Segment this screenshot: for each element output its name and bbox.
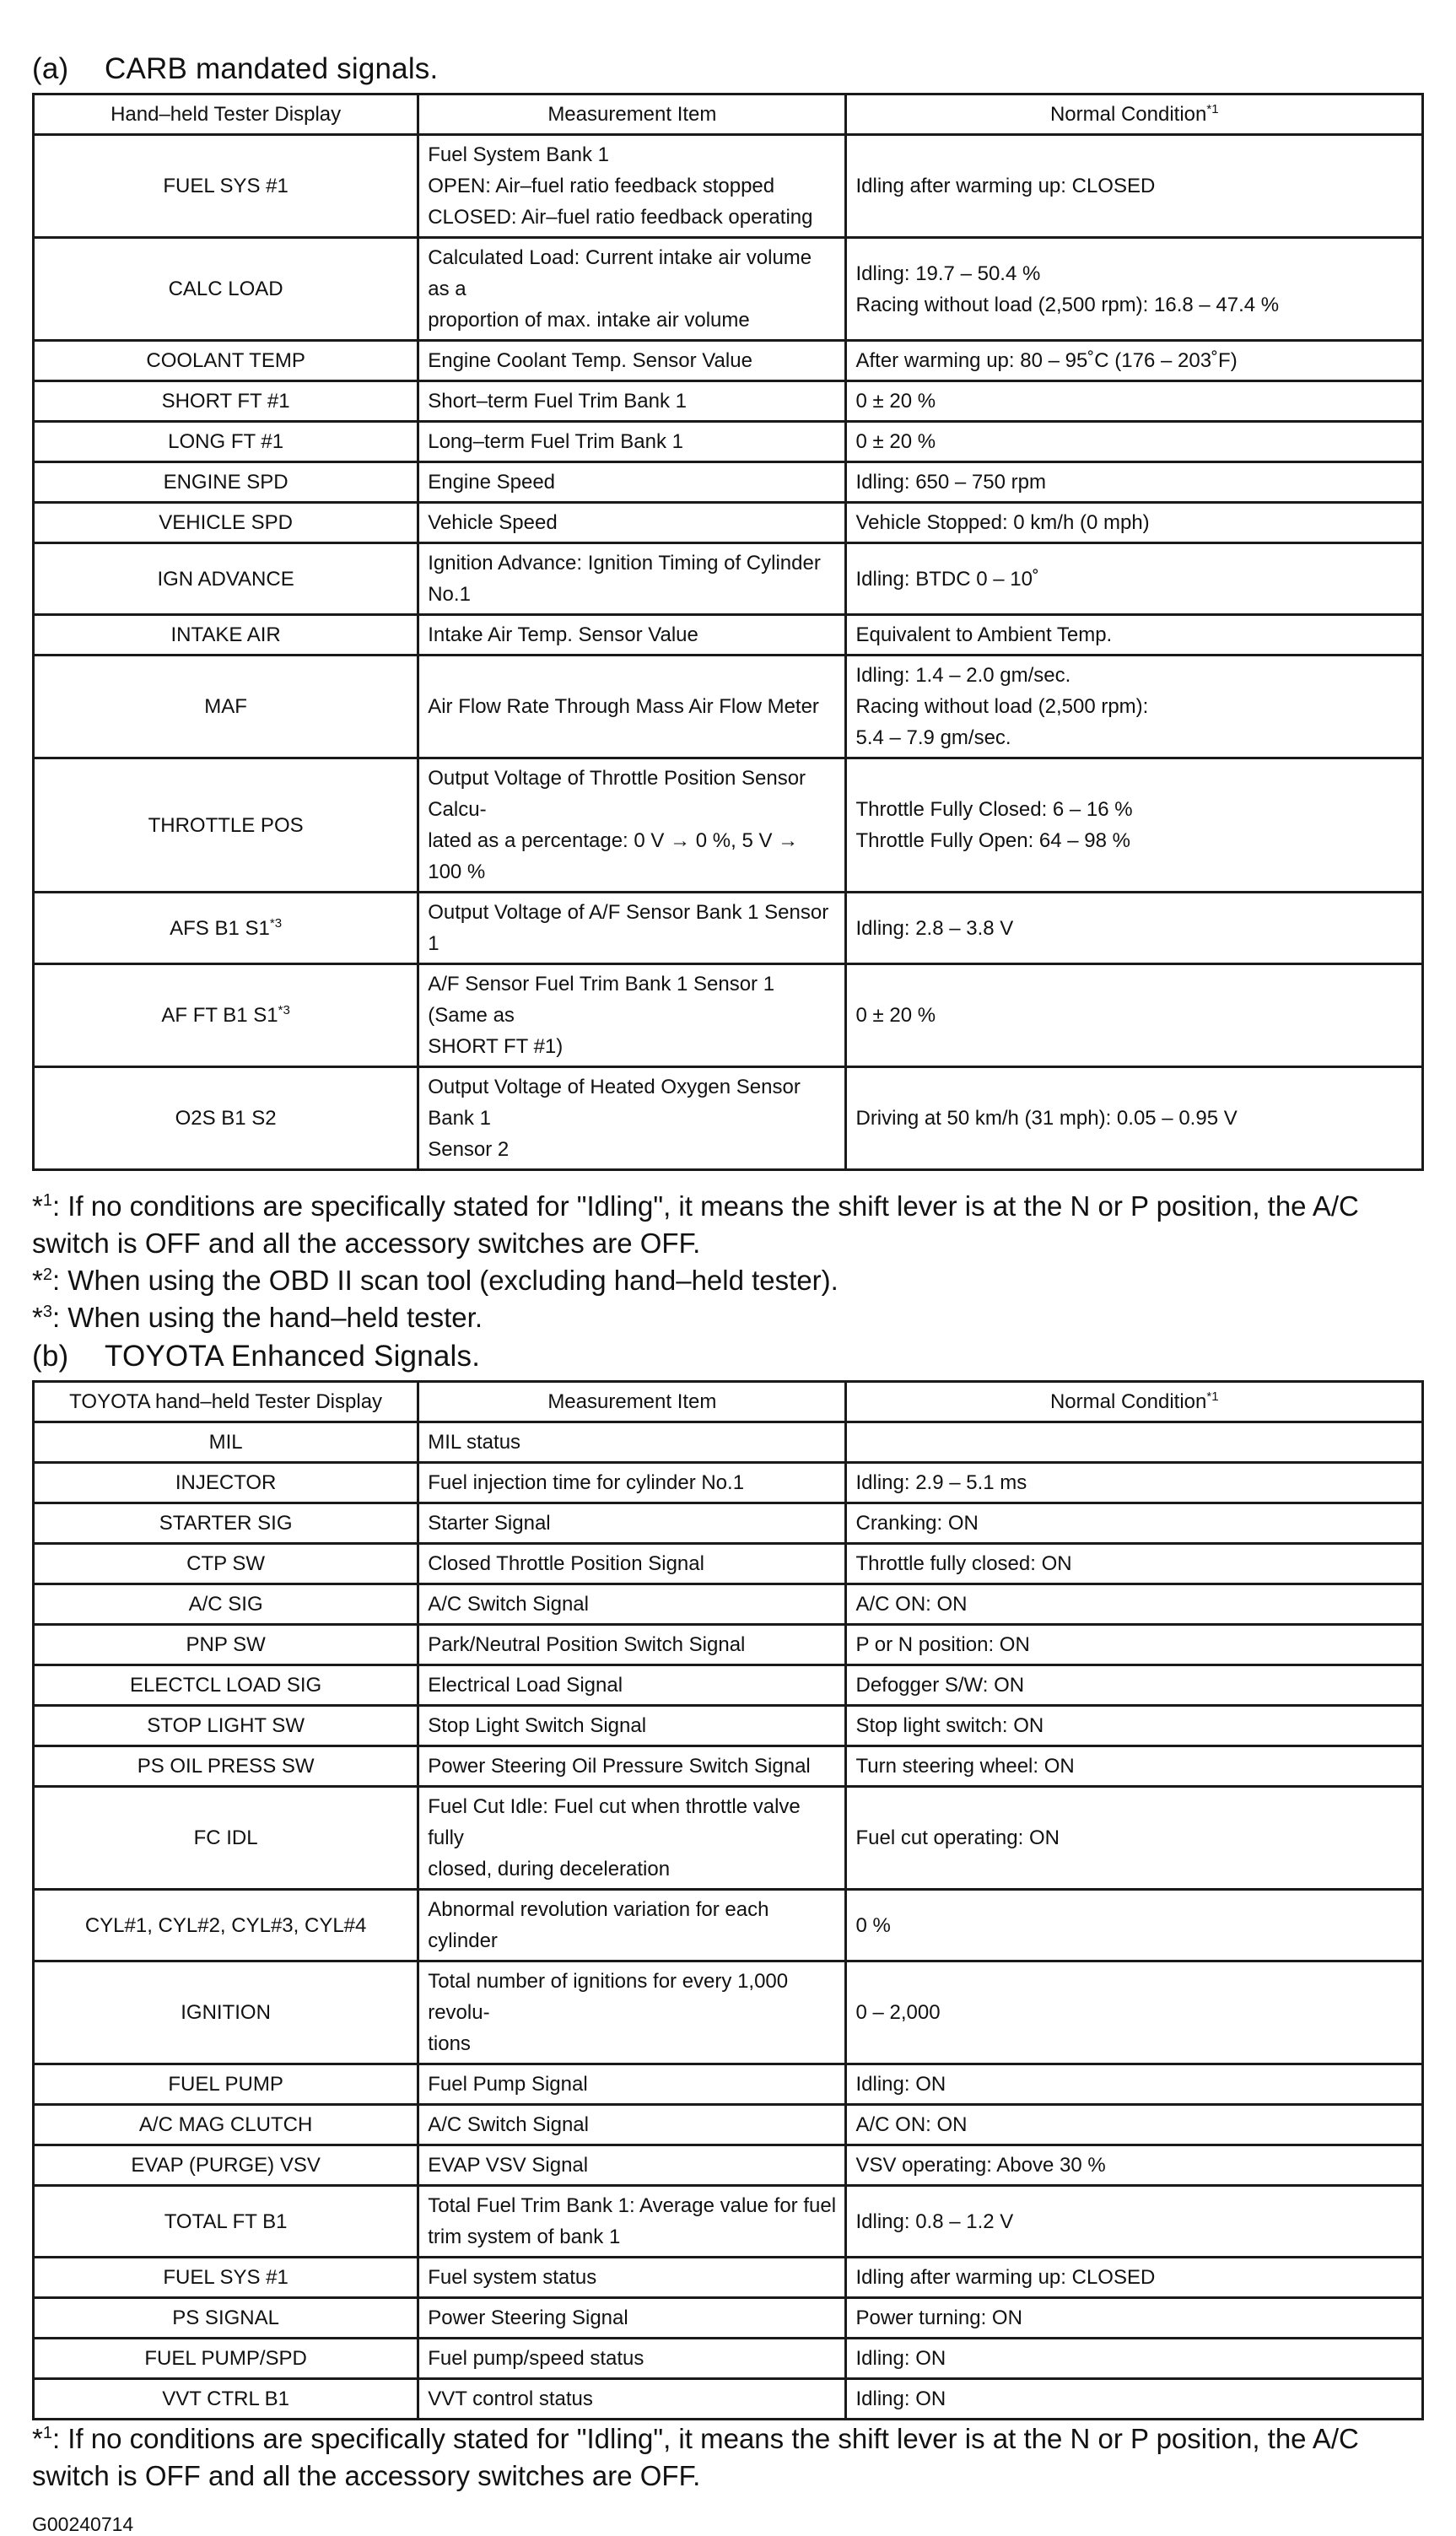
- table-row: [34, 615, 1423, 656]
- condition-line: Idling: 650 – 750 rpm: [855, 471, 1046, 494]
- header-normal-condition: [846, 94, 1423, 135]
- cell-normal-condition: [846, 2105, 1423, 2145]
- measurement-line: Stop Light Switch Signal: [428, 1714, 647, 1737]
- measurement-line: trim system of bank 1: [428, 2226, 621, 2248]
- cell-tester-display: [34, 2379, 418, 2420]
- cell-tester-display: [34, 656, 418, 758]
- measurement-line: Closed Throttle Position Signal: [428, 1552, 704, 1575]
- table-row: [34, 1463, 1423, 1503]
- cell-tester-display: [34, 1746, 418, 1787]
- cell-normal-condition: [846, 1067, 1423, 1170]
- footnote-text: : When using the hand–held tester.: [51, 1302, 483, 1333]
- footnotes-a: [32, 1188, 1424, 1336]
- cell-measurement-item: [418, 503, 846, 543]
- cell-measurement-item: [418, 2186, 846, 2258]
- tester-display-text: FUEL SYS #1: [163, 2266, 289, 2289]
- cell-tester-display: [34, 135, 418, 238]
- measurement-line: A/F Sensor Fuel Trim Bank 1 Sensor 1 (Same as: [428, 973, 775, 1027]
- measurement-line: A/C Switch Signal: [428, 2113, 589, 2136]
- header-footnote-mark: *1: [1206, 1389, 1219, 1404]
- measurement-line: Vehicle Speed: [428, 511, 558, 534]
- cell-normal-condition: [846, 2145, 1423, 2186]
- footnote-asterisk: *: [32, 1265, 43, 1296]
- table-row: [34, 503, 1423, 543]
- measurement-line: Sensor 2: [428, 1138, 510, 1161]
- tester-display-text: THROTTLE POS: [148, 813, 304, 837]
- measurement-line: Fuel Cut Idle: Fuel cut when throttle valve fully: [428, 1795, 801, 1849]
- condition-line: P or N position: ON: [855, 1633, 1030, 1656]
- cell-measurement-item: [418, 422, 846, 462]
- condition-line: Throttle fully closed: ON: [855, 1552, 1072, 1575]
- carb-signals-table: [32, 93, 1424, 1171]
- table-row: [34, 656, 1423, 758]
- condition-line: Throttle Fully Open: 64 – 98 %: [855, 829, 1130, 852]
- cell-measurement-item: [418, 893, 846, 964]
- cell-tester-display: [34, 2105, 418, 2145]
- cell-normal-condition: [846, 1625, 1423, 1665]
- cell-normal-condition: [846, 2298, 1423, 2339]
- footnote-mark: [32, 1302, 52, 1333]
- cell-measurement-item: [418, 462, 846, 503]
- condition-line: Idling after warming up: CLOSED: [855, 175, 1156, 197]
- cell-tester-display: [34, 2258, 418, 2298]
- cell-normal-condition: [846, 1503, 1423, 1544]
- cell-normal-condition: [846, 2064, 1423, 2105]
- measurement-line: Short–term Fuel Trim Bank 1: [428, 390, 687, 413]
- cell-normal-condition: [846, 1706, 1423, 1746]
- measurement-line: proportion of max. intake air volume: [428, 309, 750, 332]
- cell-normal-condition: [846, 656, 1423, 758]
- condition-line: Idling: ON: [855, 2347, 946, 2370]
- cell-normal-condition: [846, 381, 1423, 422]
- condition-line: Driving at 50 km/h (31 mph): 0.05 – 0.95 V: [855, 1107, 1238, 1130]
- cell-measurement-item: [418, 381, 846, 422]
- condition-line: Idling: 2.9 – 5.1 ms: [855, 1471, 1027, 1494]
- cell-tester-display: [34, 2064, 418, 2105]
- section-a-title: CARB mandated signals.: [105, 52, 439, 85]
- cell-normal-condition: [846, 1961, 1423, 2064]
- cell-normal-condition: [846, 1544, 1423, 1584]
- table-row: [34, 381, 1423, 422]
- cell-measurement-item: [418, 1067, 846, 1170]
- cell-measurement-item: [418, 2064, 846, 2105]
- cell-normal-condition: [846, 1463, 1423, 1503]
- carb-signals-body: [34, 135, 1423, 1170]
- measurement-line: Ignition Advance: Ignition Timing of Cylinder No.1: [428, 552, 821, 606]
- table-row: [34, 758, 1423, 893]
- tester-display-text: PNP SW: [186, 1633, 266, 1656]
- cell-normal-condition: [846, 615, 1423, 656]
- table-header-row: [34, 1382, 1423, 1422]
- cell-measurement-item: [418, 1665, 846, 1706]
- table-row: [34, 893, 1423, 964]
- condition-line: A/C ON: ON: [855, 1593, 968, 1616]
- footnotes-b: [32, 2420, 1424, 2495]
- measurement-line: Engine Speed: [428, 471, 556, 494]
- table-row: [34, 1890, 1423, 1961]
- measurement-line: Engine Coolant Temp. Sensor Value: [428, 349, 752, 372]
- cell-normal-condition: [846, 1665, 1423, 1706]
- condition-line: Idling: 19.7 – 50.4 %: [855, 262, 1041, 285]
- cell-tester-display: [34, 543, 418, 615]
- footnote-number: 3: [42, 1303, 52, 1321]
- table-row: [34, 1584, 1423, 1625]
- measurement-line: Calculated Load: Current intake air volume as a: [428, 246, 812, 300]
- condition-line: Racing without load (2,500 rpm):: [855, 695, 1149, 718]
- table-row: [34, 1706, 1423, 1746]
- cell-normal-condition: [846, 964, 1423, 1067]
- measurement-line: VVT control status: [428, 2388, 593, 2410]
- table-row: [34, 1746, 1423, 1787]
- condition-line: Idling after warming up: CLOSED: [855, 2266, 1156, 2289]
- cell-normal-condition: [846, 422, 1423, 462]
- cell-normal-condition: [846, 1890, 1423, 1961]
- tester-display-text: TOTAL FT B1: [164, 2210, 288, 2233]
- table-row: [34, 422, 1423, 462]
- cell-measurement-item: [418, 1961, 846, 2064]
- condition-line: After warming up: 80 – 95˚C (176 – 203˚F): [855, 349, 1238, 372]
- cell-measurement-item: [418, 1890, 846, 1961]
- table-row: [34, 238, 1423, 341]
- condition-line: Vehicle Stopped: 0 km/h (0 mph): [855, 511, 1150, 534]
- table-header-row: [34, 94, 1423, 135]
- cell-measurement-item: [418, 2379, 846, 2420]
- footnote-text: : When using the OBD II scan tool (excluding hand–held tester).: [51, 1265, 839, 1296]
- measurement-line: CLOSED: Air–fuel ratio feedback operating: [428, 206, 813, 229]
- cell-normal-condition: [846, 341, 1423, 381]
- measurement-line: Abnormal revolution variation for each cylinder: [428, 1898, 769, 1952]
- cell-measurement-item: [418, 238, 846, 341]
- measurement-line: Fuel injection time for cylinder No.1: [428, 1471, 745, 1494]
- cell-normal-condition: [846, 135, 1423, 238]
- footnote-number: 2: [42, 1265, 52, 1284]
- cell-normal-condition: [846, 1584, 1423, 1625]
- cell-tester-display: [34, 1067, 418, 1170]
- tester-display-text: SHORT FT #1: [161, 390, 290, 413]
- cell-normal-condition: [846, 462, 1423, 503]
- header-tester-display: TOYOTA hand–held Tester Display: [34, 1382, 418, 1422]
- cell-tester-display: [34, 1503, 418, 1544]
- measurement-line: A/C Switch Signal: [428, 1593, 589, 1616]
- cell-tester-display: [34, 1890, 418, 1961]
- tester-display-text: MAF: [204, 695, 247, 718]
- cell-tester-display: [34, 1625, 418, 1665]
- document-page: [32, 51, 1424, 2536]
- cell-tester-display: [34, 893, 418, 964]
- cell-normal-condition: [846, 1422, 1423, 1463]
- footnote-mark: [32, 1265, 52, 1296]
- measurement-line: Output Voltage of Throttle Position Sensor Calcu-: [428, 767, 806, 821]
- cell-tester-display: [34, 1706, 418, 1746]
- measurement-line: Power Steering Oil Pressure Switch Signal: [428, 1755, 811, 1778]
- condition-line: 0 ± 20 %: [855, 390, 936, 413]
- table-row: [34, 2105, 1423, 2145]
- section-a-heading: [32, 51, 1424, 88]
- footnote-mark: [32, 2423, 52, 2454]
- measurement-line: tions: [428, 2032, 471, 2055]
- tester-display-text: PS SIGNAL: [172, 2307, 279, 2329]
- tester-display-text: LONG FT #1: [168, 430, 284, 453]
- cell-measurement-item: [418, 1463, 846, 1503]
- cell-measurement-item: [418, 758, 846, 893]
- cell-measurement-item: [418, 135, 846, 238]
- condition-line: Idling: 0.8 – 1.2 V: [855, 2210, 1014, 2233]
- footnote-number: 1: [42, 2424, 52, 2442]
- measurement-line: Total number of ignitions for every 1,000 revolu-: [428, 1970, 789, 2024]
- measurement-line: MIL status: [428, 1431, 521, 1454]
- section-b-heading: [32, 1338, 1424, 1375]
- cell-normal-condition: [846, 1746, 1423, 1787]
- cell-measurement-item: [418, 1544, 846, 1584]
- measurement-line: Fuel System Bank 1: [428, 143, 609, 166]
- measurement-line: Output Voltage of A/F Sensor Bank 1 Sensor 1: [428, 901, 829, 955]
- footnote-asterisk: *: [32, 1302, 43, 1333]
- table-row: [34, 2145, 1423, 2186]
- condition-line: Cranking: ON: [855, 1512, 979, 1535]
- condition-line: 0 – 2,000: [855, 2001, 941, 2024]
- tester-display-text: CTP SW: [186, 1552, 266, 1575]
- tester-display-text: IGNITION: [181, 2001, 271, 2024]
- measurement-line: Fuel Pump Signal: [428, 2073, 588, 2096]
- measurement-line: OPEN: Air–fuel ratio feedback stopped: [428, 175, 775, 197]
- cell-tester-display: [34, 2145, 418, 2186]
- cell-normal-condition: [846, 2186, 1423, 2258]
- condition-line: Defogger S/W: ON: [855, 1674, 1025, 1697]
- cell-normal-condition: [846, 893, 1423, 964]
- table-row: [34, 1422, 1423, 1463]
- table-row: [34, 1787, 1423, 1890]
- measurement-line: Starter Signal: [428, 1512, 551, 1535]
- cell-tester-display: [34, 1665, 418, 1706]
- tester-display-text: AF FT B1 S1: [161, 1004, 278, 1027]
- footnote-mark: *3: [269, 915, 283, 931]
- tester-display-text: CALC LOAD: [168, 278, 283, 300]
- condition-line: 0 %: [855, 1913, 891, 1937]
- measurement-line: lated as a percentage: 0 V → 0 %, 5 V → 100 %: [428, 829, 799, 883]
- cell-measurement-item: [418, 341, 846, 381]
- tester-display-text: AFS B1 S1: [170, 916, 270, 940]
- tester-display-text: CYL#1, CYL#2, CYL#3, CYL#4: [84, 1913, 367, 1937]
- footnote-number: 1: [42, 1191, 52, 1210]
- measurement-line: SHORT FT #1): [428, 1035, 564, 1058]
- cell-measurement-item: [418, 2105, 846, 2145]
- table-row: [34, 341, 1423, 381]
- footnote-text: : If no conditions are specifically stated for "Idling", it means the shift lever is at the N or P position, the A/C switch is OFF and all the accessory switches are OFF.: [32, 1190, 1359, 1259]
- condition-line: 5.4 – 7.9 gm/sec.: [855, 726, 1011, 749]
- table-row: [34, 1625, 1423, 1665]
- cell-tester-display: [34, 758, 418, 893]
- measurement-line: Total Fuel Trim Bank 1: Average value for fuel: [428, 2194, 837, 2217]
- table-row: [34, 543, 1423, 615]
- tester-display-text: STARTER SIG: [159, 1512, 293, 1535]
- condition-line: 0 ± 20 %: [855, 1004, 936, 1027]
- condition-line: Idling: ON: [855, 2073, 946, 2096]
- cell-measurement-item: [418, 2145, 846, 2186]
- toyota-enhanced-signals-body: [34, 1422, 1423, 2420]
- footnote: [32, 1299, 1424, 1336]
- cell-tester-display: [34, 462, 418, 503]
- cell-measurement-item: [418, 615, 846, 656]
- cell-measurement-item: [418, 1503, 846, 1544]
- section-b-label: (b): [32, 1340, 69, 1373]
- footnote: [32, 2420, 1424, 2495]
- header-normal-condition: [846, 1382, 1423, 1422]
- condition-line: Idling: 1.4 – 2.0 gm/sec.: [855, 664, 1071, 687]
- table-row: [34, 2064, 1423, 2105]
- cell-measurement-item: [418, 1706, 846, 1746]
- table-row: [34, 462, 1423, 503]
- table-row: [34, 1067, 1423, 1170]
- cell-normal-condition: [846, 543, 1423, 615]
- cell-measurement-item: [418, 656, 846, 758]
- tester-display-text: FUEL SYS #1: [163, 175, 289, 197]
- tester-display-text: FUEL PUMP: [168, 2073, 283, 2096]
- table-row: [34, 1503, 1423, 1544]
- table-row: [34, 2379, 1423, 2420]
- cell-tester-display: [34, 615, 418, 656]
- condition-line: Equivalent to Ambient Temp.: [855, 623, 1113, 646]
- cell-tester-display: [34, 1544, 418, 1584]
- tester-display-text: MIL: [208, 1431, 243, 1454]
- table-row: [34, 1544, 1423, 1584]
- cell-measurement-item: [418, 1625, 846, 1665]
- measurement-line: Fuel system status: [428, 2266, 597, 2289]
- measurement-line: Electrical Load Signal: [428, 1674, 623, 1697]
- table-row: [34, 964, 1423, 1067]
- table-row: [34, 1961, 1423, 2064]
- measurement-line: EVAP VSV Signal: [428, 2154, 589, 2177]
- cell-tester-display: [34, 1584, 418, 1625]
- tester-display-text: FC IDL: [193, 1826, 258, 1849]
- condition-line: Throttle Fully Closed: 6 – 16 %: [855, 798, 1133, 821]
- condition-line: A/C ON: ON: [855, 2113, 968, 2136]
- measurement-line: Intake Air Temp. Sensor Value: [428, 623, 698, 646]
- table-row: [34, 1665, 1423, 1706]
- condition-line: Turn steering wheel: ON: [855, 1755, 1075, 1778]
- condition-line: Stop light switch: ON: [855, 1714, 1044, 1737]
- toyota-enhanced-signals-table: [32, 1380, 1424, 2420]
- condition-line: Power turning: ON: [855, 2307, 1022, 2329]
- cell-tester-display: [34, 1463, 418, 1503]
- cell-normal-condition: [846, 2258, 1423, 2298]
- footnote-mark: [32, 1190, 52, 1222]
- condition-line: Idling: 2.8 – 3.8 V: [855, 916, 1014, 940]
- cell-normal-condition: [846, 238, 1423, 341]
- cell-normal-condition: [846, 2379, 1423, 2420]
- tester-display-text: A/C SIG: [188, 1593, 263, 1616]
- tester-display-text: A/C MAG CLUTCH: [138, 2113, 313, 2136]
- measurement-line: Park/Neutral Position Switch Signal: [428, 1633, 746, 1656]
- cell-tester-display: [34, 341, 418, 381]
- cell-normal-condition: [846, 758, 1423, 893]
- header-tester-display: Hand–held Tester Display: [34, 94, 418, 135]
- tester-display-text: STOP LIGHT SW: [147, 1714, 305, 1737]
- table-row: [34, 2258, 1423, 2298]
- measurement-line: closed, during deceleration: [428, 1858, 671, 1880]
- cell-normal-condition: [846, 1787, 1423, 1890]
- cell-measurement-item: [418, 1787, 846, 1890]
- cell-tester-display: [34, 381, 418, 422]
- cell-normal-condition: [846, 503, 1423, 543]
- tester-display-text: VVT CTRL B1: [162, 2388, 289, 2410]
- condition-line: 0 ± 20 %: [855, 430, 936, 453]
- figure-code: G00240714: [32, 2513, 134, 2535]
- tester-display-text: INJECTOR: [175, 1471, 277, 1494]
- cell-measurement-item: [418, 1422, 846, 1463]
- cell-measurement-item: [418, 1584, 846, 1625]
- tester-display-text: ELECTCL LOAD SIG: [130, 1674, 322, 1697]
- header-normal-condition-text: Normal Condition: [1049, 1390, 1207, 1413]
- tester-display-text: EVAP (PURGE) VSV: [131, 2154, 321, 2177]
- footnote-asterisk: *: [32, 1190, 43, 1222]
- header-measurement-item: Measurement Item: [418, 1382, 846, 1422]
- tester-display-text: FUEL PUMP/SPD: [144, 2347, 307, 2370]
- tester-display-text: O2S B1 S2: [175, 1107, 277, 1130]
- cell-measurement-item: [418, 543, 846, 615]
- measurement-line: Power Steering Signal: [428, 2307, 628, 2329]
- header-footnote-mark: *1: [1206, 102, 1219, 116]
- cell-tester-display: [34, 1787, 418, 1890]
- condition-line: VSV operating: Above 30 %: [855, 2154, 1106, 2177]
- tester-display-text: IGN ADVANCE: [157, 567, 294, 591]
- condition-line: Idling: BTDC 0 – 10˚: [855, 567, 1039, 591]
- measurement-line: Air Flow Rate Through Mass Air Flow Meter: [428, 695, 819, 718]
- cell-tester-display: [34, 1961, 418, 2064]
- cell-measurement-item: [418, 964, 846, 1067]
- footnote-asterisk: *: [32, 2423, 43, 2454]
- tester-display-text: VEHICLE SPD: [159, 511, 293, 534]
- tester-display-text: PS OIL PRESS SW: [137, 1755, 315, 1778]
- cell-measurement-item: [418, 2258, 846, 2298]
- tester-display-text: COOLANT TEMP: [146, 349, 305, 372]
- condition-line: Racing without load (2,500 rpm): 16.8 – 47.4 %: [855, 293, 1280, 316]
- table-row: [34, 135, 1423, 238]
- cell-measurement-item: [418, 1746, 846, 1787]
- measurement-line: Output Voltage of Heated Oxygen Sensor Bank 1: [428, 1076, 801, 1130]
- cell-tester-display: [34, 2186, 418, 2258]
- measurement-line: Long–term Fuel Trim Bank 1: [428, 430, 684, 453]
- footnote-text: : If no conditions are specifically stated for "Idling", it means the shift lever is at the N or P position, the A/C switch is OFF and all the accessory switches are OFF.: [32, 2423, 1359, 2491]
- cell-tester-display: [34, 1422, 418, 1463]
- cell-tester-display: [34, 964, 418, 1067]
- cell-tester-display: [34, 422, 418, 462]
- header-normal-condition-text: Normal Condition: [1049, 103, 1207, 126]
- table-row: [34, 2298, 1423, 2339]
- condition-line: Fuel cut operating: ON: [855, 1826, 1060, 1849]
- tester-display-text: ENGINE SPD: [163, 471, 289, 494]
- tester-display-text: INTAKE AIR: [170, 623, 281, 646]
- footnote: [32, 1188, 1424, 1262]
- cell-tester-display: [34, 238, 418, 341]
- footnote: [32, 1262, 1424, 1299]
- cell-tester-display: [34, 503, 418, 543]
- section-a-label: (a): [32, 52, 69, 85]
- cell-measurement-item: [418, 2298, 846, 2339]
- cell-tester-display: [34, 2298, 418, 2339]
- header-measurement-item: Measurement Item: [418, 94, 846, 135]
- section-b-title: TOYOTA Enhanced Signals.: [105, 1340, 481, 1373]
- condition-line: Idling: ON: [855, 2388, 946, 2410]
- footnote-mark: *3: [278, 1003, 290, 1017]
- measurement-line: Fuel pump/speed status: [428, 2347, 644, 2370]
- table-row: [34, 2186, 1423, 2258]
